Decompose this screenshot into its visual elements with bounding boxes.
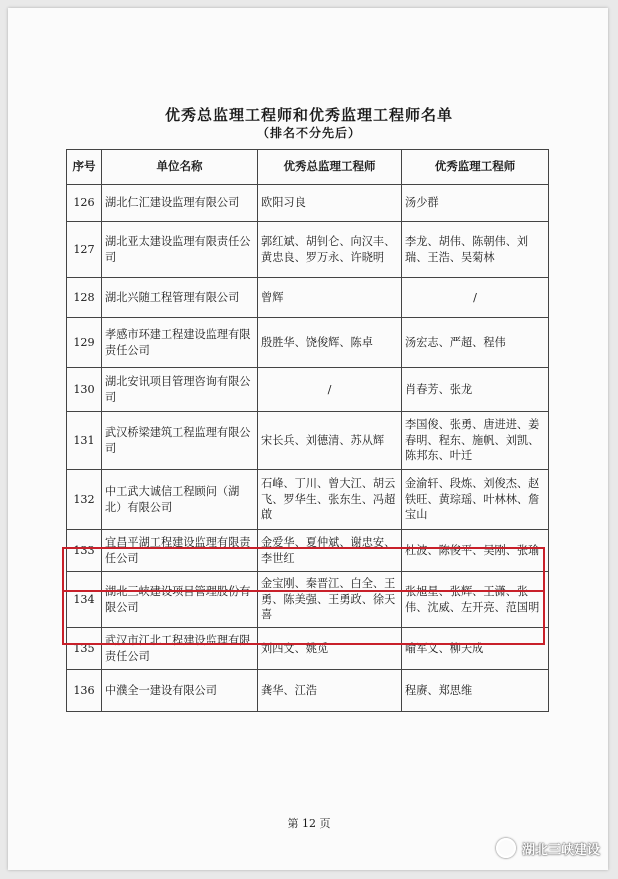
row-chief: 宋长兵、刘德清、苏从辉: [258, 412, 402, 470]
table-row: [67, 470, 549, 530]
table-row: [67, 628, 549, 670]
table-row: [67, 368, 549, 412]
red-highlight-divider: [62, 590, 545, 592]
row-no: 132: [67, 470, 102, 530]
table-header-row: [67, 150, 549, 185]
row-no: 135: [67, 628, 102, 670]
table-row: [67, 222, 549, 278]
table-row: [67, 278, 549, 318]
document-subtitle: （排名不分先后）: [256, 126, 361, 140]
row-unit: 湖北三峡建设项目管理股份有限公司: [102, 572, 258, 628]
award-list-table: [66, 149, 549, 712]
row-chief: 金爱华、夏仲斌、谢忠安、李世红: [258, 530, 402, 572]
row-chief: 郭红斌、胡钊仑、向汉丰、黄忠良、罗万永、许晓明: [258, 222, 402, 278]
row-unit: 湖北安讯项目管理咨询有限公司: [102, 368, 258, 412]
row-no: 136: [67, 670, 102, 712]
row-engineers: 李龙、胡伟、陈朝伟、刘瑞、王浩、吴菊林: [402, 222, 549, 278]
row-no: 126: [67, 185, 102, 222]
row-engineers: 金渝轩、段炼、刘俊杰、赵铁旺、黄琮瑶、叶林林、詹宝山: [402, 470, 549, 530]
row-engineers: 肖春芳、张龙: [402, 368, 549, 412]
row-engineers: 杜波、陈俊平、吴刚、张瑜: [402, 530, 549, 572]
watermark: [496, 838, 600, 858]
row-no: 133: [67, 530, 102, 572]
row-engineers: 程赓、郑思维: [402, 670, 549, 712]
header-unit: 单位名称: [102, 150, 258, 185]
table-row: [67, 412, 549, 470]
header-engineers: 优秀监理工程师: [402, 150, 549, 185]
row-chief: 曾辉: [258, 278, 402, 318]
row-no: 129: [67, 318, 102, 368]
table-row-highlighted: [67, 530, 549, 572]
header-chief-engineers: 优秀总监理工程师: [258, 150, 402, 185]
row-unit: 孝感市环建工程建设监理有限责任公司: [102, 318, 258, 368]
row-engineers: 李国俊、张勇、唐进进、姜春明、程东、施帆、刘凯、陈邦东、叶迁: [402, 412, 549, 470]
table-row-highlighted: [67, 572, 549, 628]
row-chief: 龚华、江浩: [258, 670, 402, 712]
row-no: 131: [67, 412, 102, 470]
row-no: 134: [67, 572, 102, 628]
row-no: 130: [67, 368, 102, 412]
row-unit: 湖北仁汇建设监理有限公司: [102, 185, 258, 222]
row-chief: /: [258, 368, 402, 412]
row-unit: 湖北兴随工程管理有限公司: [102, 278, 258, 318]
wechat-logo-icon: [496, 838, 516, 858]
row-chief: 金宝刚、秦晋江、白全、王勇、陈美强、王勇政、徐天喜: [258, 572, 402, 628]
table-row: [67, 185, 549, 222]
header-no: 序号: [67, 150, 102, 185]
row-unit: 武汉桥梁建筑工程监理有限公司: [102, 412, 258, 470]
row-chief: 欧阳习良: [258, 185, 402, 222]
row-engineers: 汤宏志、严超、程伟: [402, 318, 549, 368]
row-no: 127: [67, 222, 102, 278]
row-unit: 宜昌平湖工程建设监理有限责任公司: [102, 530, 258, 572]
table-row: [67, 318, 549, 368]
document-title: 优秀总监理工程师和优秀监理工程师名单: [164, 106, 453, 124]
row-engineers: 张旭星、张辉、王潇、张伟、沈威、左开亮、范国明: [402, 572, 549, 628]
row-chief: 石峰、丁川、曾大江、胡云飞、罗华生、张东生、冯超啟: [258, 470, 402, 530]
row-chief: 殷胜华、饶俊辉、陈卓: [258, 318, 402, 368]
row-engineers: 喻军义、柳天成: [402, 628, 549, 670]
row-unit: 中工武大诚信工程顾问（湖北）有限公司: [102, 470, 258, 530]
row-unit: 中濮全一建设有限公司: [102, 670, 258, 712]
row-chief: 刘四文、姚觅: [258, 628, 402, 670]
table-row: [67, 670, 549, 712]
row-no: 128: [67, 278, 102, 318]
page-number: 第 12 页: [287, 817, 331, 830]
row-engineers: /: [402, 278, 549, 318]
row-unit: 湖北亚太建设监理有限责任公司: [102, 222, 258, 278]
row-engineers: 汤少群: [402, 185, 549, 222]
row-unit: 武汉市江北工程建设监理有限责任公司: [102, 628, 258, 670]
watermark-text: 湖北三峡建设: [521, 842, 600, 858]
